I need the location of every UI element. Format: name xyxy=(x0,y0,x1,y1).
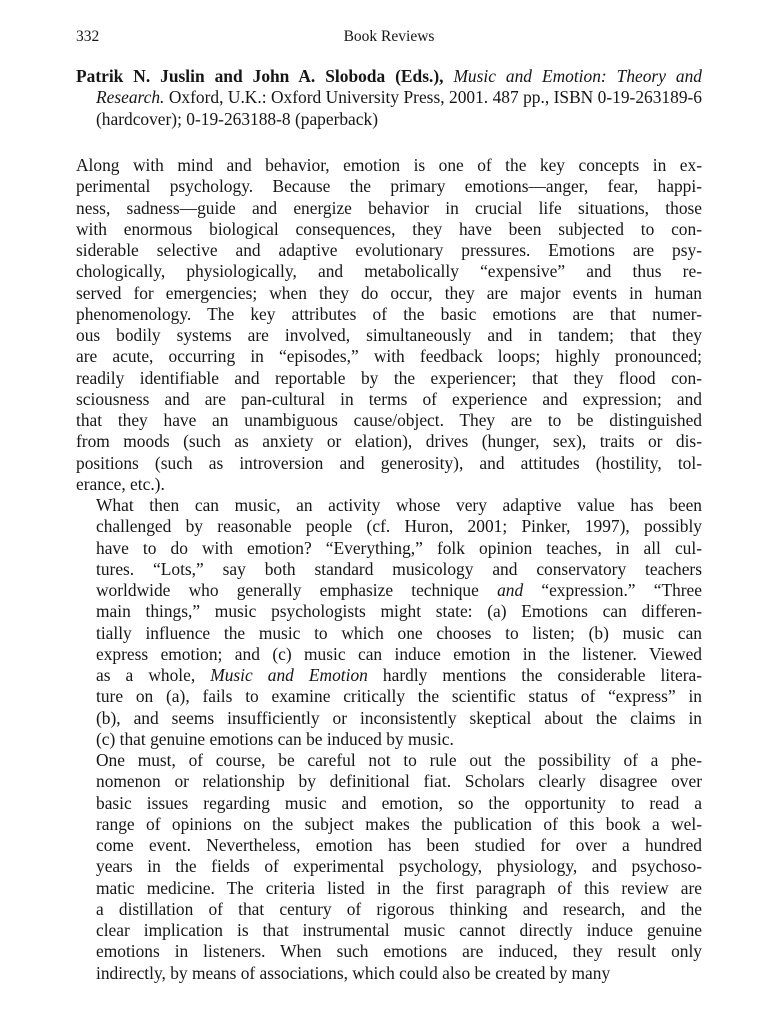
text-line: siderable selective and adaptive evolutionary pressures. Emotions are psy- xyxy=(76,240,702,261)
running-head xyxy=(76,22,702,52)
text-line: chologically, physiologically, and metabolically “expensive” and thus re- xyxy=(76,261,702,282)
text-line: What then can music, an activity whose very adaptive value has been xyxy=(96,495,702,516)
text-line: One must, of course, be careful not to rule out the possibility of a phe- xyxy=(96,750,702,771)
text-line: express emotion; and (c) music can induce emotion in the listener. Viewed xyxy=(96,643,702,664)
review-paragraph-1 xyxy=(76,155,702,495)
review-body xyxy=(76,155,702,984)
text-line: basic issues regarding music and emotion, so the opportunity to read a xyxy=(96,792,702,813)
text-line: phenomenology. The key attributes of the basic emotions are that numer- xyxy=(76,303,702,324)
book-citation xyxy=(76,66,702,130)
text-line: emotions in listeners. When such emotions are induced, they result only xyxy=(96,941,702,962)
text-line: main things,” music psychologists might state: (a) Emotions can differen- xyxy=(96,601,702,622)
text-line: tures. “Lots,” say both standard musicology and conservatory teachers xyxy=(96,558,702,579)
review-paragraph-3 xyxy=(76,750,702,984)
text-line: range of opinions on the subject makes the publication of this book a wel- xyxy=(96,813,702,834)
text-line: nomenon or relationship by definitional fiat. Scholars clearly disagree over xyxy=(96,771,702,792)
text-line: perimental psychology. Because the primary emotions—anger, fear, happi- xyxy=(76,176,702,197)
citation-authors: Patrik N. Juslin and John A. Sloboda (Eds.), xyxy=(76,66,444,86)
text-line: ous bodily systems are involved, simultaneously and in tandem; that they xyxy=(76,325,702,346)
text-line: worldwide who generally emphasize technique and “expression.” “Three xyxy=(96,580,702,601)
text-line: that they have an unambiguous cause/object. They are to be distinguished xyxy=(76,410,702,431)
text-line: served for emergencies; when they do occur, they are major events in human xyxy=(76,282,702,303)
section-title: Book Reviews xyxy=(343,28,435,45)
text-line: as a whole, Music and Emotion hardly mentions the considerable litera- xyxy=(96,665,702,686)
review-paragraph-2 xyxy=(76,495,702,750)
page-number: 332 xyxy=(76,28,100,45)
text-line: come event. Nevertheless, emotion has been studied for over a hundred xyxy=(96,835,702,856)
text-line: matic medicine. The criteria listed in the first paragraph of this review are xyxy=(96,877,702,898)
text-line: with enormous biological consequences, they have been subjected to con- xyxy=(76,218,702,239)
page xyxy=(76,22,702,984)
text-line: sciousness and are pan-cultural in terms of experience and expression; and xyxy=(76,388,702,409)
text-line: ness, sadness—guide and energize behavior in crucial life situations, those xyxy=(76,197,702,218)
text-line: readily identifiable and reportable by the experiencer; that they flood con- xyxy=(76,367,702,388)
text-line: years in the fields of experimental psychology, physiology, and psychoso- xyxy=(96,856,702,877)
citation-publication: Oxford, U.K.: Oxford University Press, 2001. 487 pp., ISBN 0-19-263189-6 (hardcover); 0-19-263188-8 (paperback) xyxy=(96,87,702,129)
text-line: are acute, occurring in “episodes,” with feedback loops; highly pronounced; xyxy=(76,346,702,367)
text-line: have to do with emotion? “Everything,” folk opinion teaches, in all cul- xyxy=(96,537,702,558)
text-line: Along with mind and behavior, emotion is one of the key concepts in ex- xyxy=(76,155,702,176)
text-line: tially influence the music to which one chooses to listen; (b) music can xyxy=(96,622,702,643)
text-line: positions (such as introversion and generosity), and attitudes (hostility, tol- xyxy=(76,452,702,473)
text-line: clear implication is that instrumental music cannot directly induce genuine xyxy=(96,920,702,941)
text-line: a distillation of that century of rigorous thinking and research, and the xyxy=(96,898,702,919)
text-line: from moods (such as anxiety or elation), drives (hunger, sex), traits or dis- xyxy=(76,431,702,452)
text-line: ture on (a), fails to examine critically the scientific status of “express” in xyxy=(96,686,702,707)
text-line: challenged by reasonable people (cf. Huron, 2001; Pinker, 1997), possibly xyxy=(96,516,702,537)
text-line: indirectly, by means of associations, which could also be created by many xyxy=(96,962,611,983)
text-line: (b), and seems insufficiently or inconsistently skeptical about the claims in xyxy=(96,707,702,728)
text-line: (c) that genuine emotions can be induced by music. xyxy=(96,728,454,749)
citation-book-title: Music and Emotion: Theory and Research. xyxy=(96,66,702,108)
text-line: erance, etc.). xyxy=(76,473,165,494)
